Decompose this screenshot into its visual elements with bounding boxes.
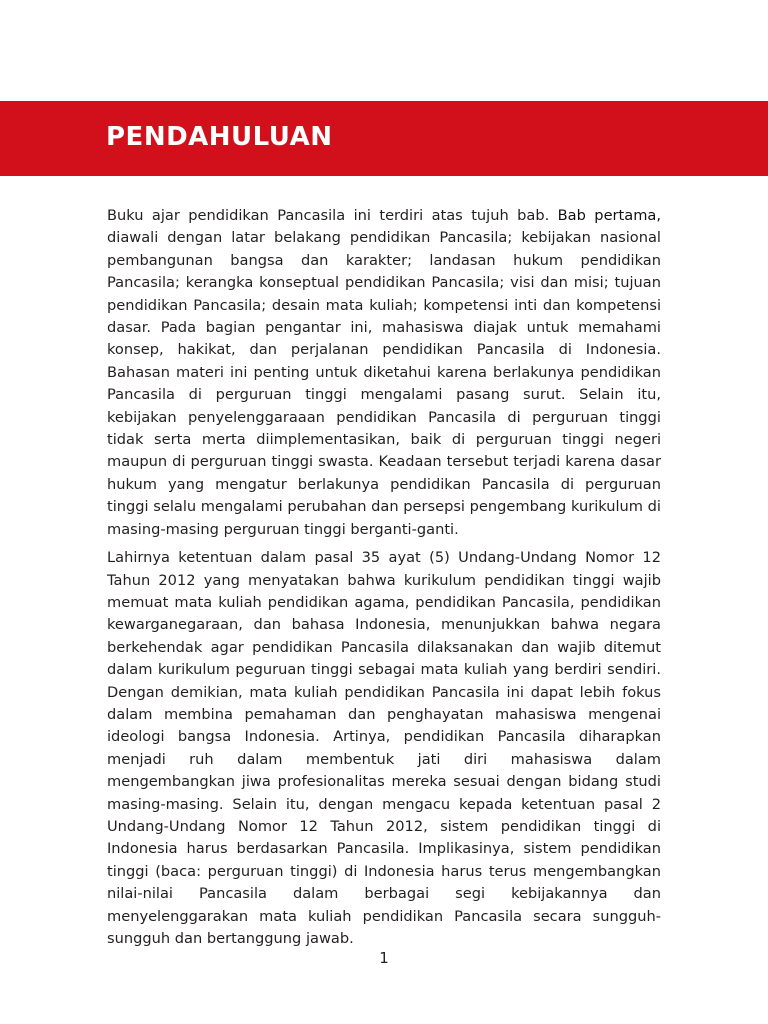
paragraph-1-text: diawali dengan latar belakang pendidikan Pancasila; kebijakan nasional pembangunan bangsa dan karakter; landasan hukum pendidikan Pancasila; kerangka konseptual pendidikan Pancasila; visi dan misi; tujuan pendidikan Pancasila; desain mata kuliah; kompetensi inti dan kompetensi dasar. Pada bagian pengantar ini, mahasiswa diajak untuk memahami konsep, hakikat, dan perjalanan pendidikan Pancasila di Indonesia. Bahasan materi ini penting untuk diketahui karena berlakunya pendidikan Pancasila di perguruan tinggi mengalami pasang surut. Selain itu, kebijakan penyelenggaraaan pendidikan Pancasila di perguruan tinggi tidak serta merta diimplementasikan, baik di perguruan tinggi negeri maupun di perguruan tinggi swasta. Keadaan tersebut terjadi karena dasar hukum yang mengatur berlakunya pendidikan Pancasila di perguruan tinggi selalu mengalami perubahan dan persepsi pengembang kurikulum di masing-masing perguruan tinggi berganti-ganti.	[107, 229, 661, 538]
chapter-body	[107, 205, 661, 956]
paragraph-1-highlight: Bab pertama,	[557, 207, 662, 224]
page-number: 1	[379, 949, 389, 967]
paragraph-1-intro: Buku ajar pendidikan Pancasila ini terdiri atas tujuh bab.	[107, 207, 558, 224]
paragraph-2: Lahirnya ketentuan dalam pasal 35 ayat (5) Undang-Undang Nomor 12 Tahun 2012 yang menyatakan bahwa kurikulum pendidikan tinggi wajib memuat mata kuliah pendidikan agama, pendidikan Pancasila, pendidikan kewarganegaraan, dan bahasa Indonesia, menunjukkan bahwa negara berkehendak agar pendidikan Pancasila dilaksanakan dan wajib ditemut dalam kurikulum peguruan tinggi sebagai mata kuliah yang berdiri sendiri. Dengan demikian, mata kuliah pendidikan Pancasila ini dapat lebih fokus dalam membina pemahaman dan penghayatan mahasiswa mengenai ideologi bangsa Indonesia. Artinya, pendidikan Pancasila diharapkan menjadi ruh dalam membentuk jati diri mahasiswa dalam mengembangkan jiwa profesionalitas mereka sesuai dengan bidang studi masing-masing. Selain itu, dengan mengacu kepada ketentuan pasal 2 Undang-Undang Nomor 12 Tahun 2012, sistem pendidikan tinggi di Indonesia harus berdasarkan Pancasila. Implikasinya, sistem pendidikan tinggi (baca: perguruan tinggi) di Indonesia harus terus mengembangkan nilai-nilai Pancasila dalam berbagai segi kebijakannya dan menyelenggarakan mata kuliah pendidikan Pancasila secara sungguh-sungguh dan bertanggung jawab.	[107, 549, 661, 947]
paragraph-1	[107, 205, 661, 541]
chapter-title: PENDAHULUAN	[106, 122, 333, 152]
